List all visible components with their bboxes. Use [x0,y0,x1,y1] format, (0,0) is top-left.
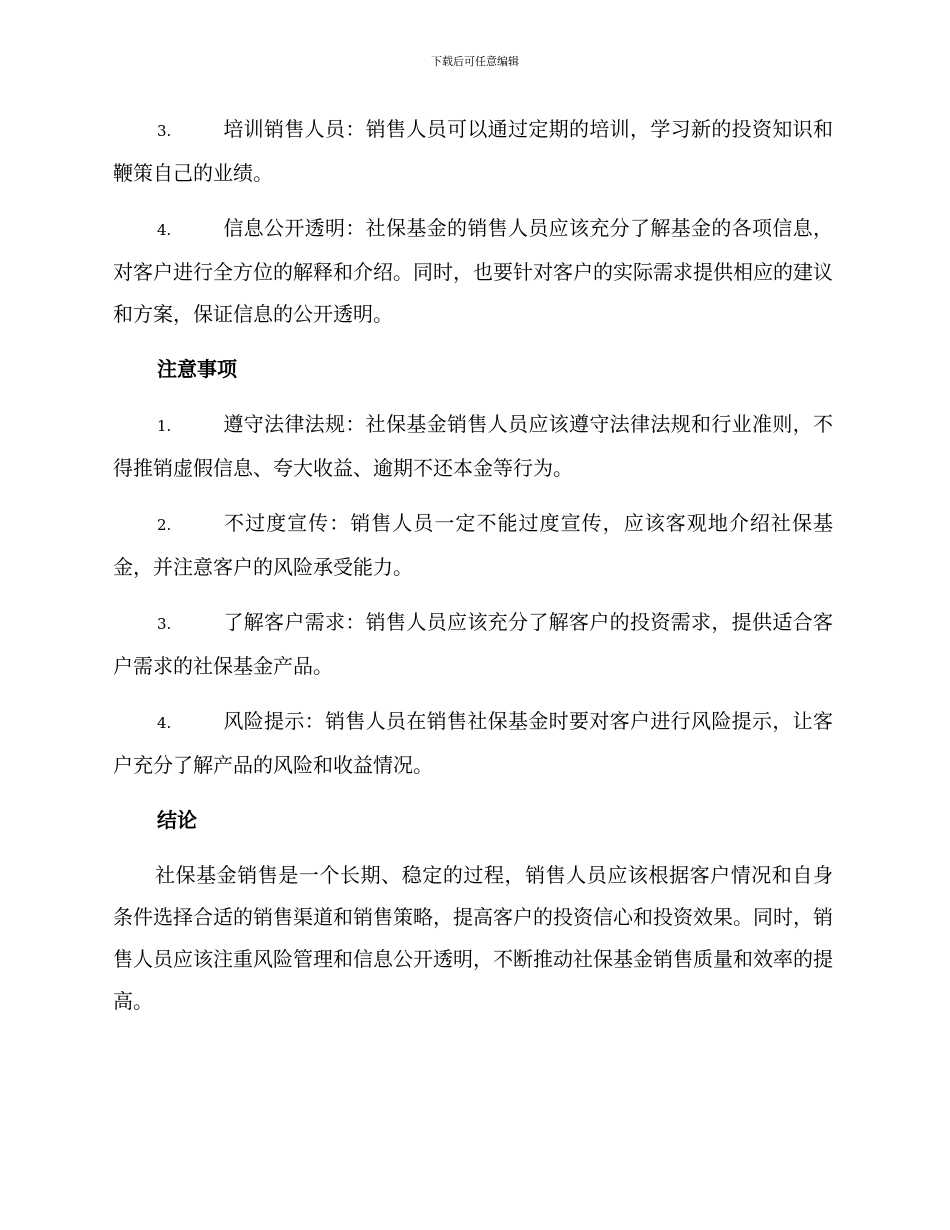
list-number: 3. [157,615,172,633]
list-item [113,403,833,489]
document-body [113,108,833,1035]
list-item [113,502,833,588]
list-text: 信息公开透明：社保基金的销售人员应该充分了解基金的各项信息，对客户进行全方位的解释和介绍。同时，也要针对客户的实际需求提供相应的建议和方案，保证信息的公开透明。 [113,216,833,326]
section-heading-notes: 注意事项 [157,357,237,381]
list-number: 2. [157,516,172,534]
section-heading-conclusion: 结论 [157,808,197,832]
list-number: 3. [157,122,172,140]
list-number: 4. [157,221,172,239]
list-item [113,601,833,687]
conclusion-paragraph: 社保基金销售是一个长期、稳定的过程，销售人员应该根据客户情况和自身条件选择合适的销售渠道和销售策略，提高客户的投资信心和投资效果。同时，销售人员应该注重风险管理和信息公开透明，不断推动社保基金销售质量和效率的提高。 [113,863,833,1013]
list-number: 4. [157,714,172,732]
list-text: 了解客户需求：销售人员应该充分了解客户的投资需求，提供适合客户需求的社保基金产品。 [113,610,833,678]
list-text: 培训销售人员：销售人员可以通过定期的培训，学习新的投资知识和鞭策自己的业绩。 [113,117,833,185]
list-item [113,700,833,786]
page-header: 下载后可任意编辑 [431,55,519,68]
list-item [113,108,833,194]
list-text: 遵守法律法规：社保基金销售人员应该遵守法律法规和行业准则，不得推销虚假信息、夸大收益、逾期不还本金等行为。 [113,412,833,480]
list-text: 不过度宣传：销售人员一定不能过度宣传，应该客观地介绍社保基金，并注意客户的风险承受能力。 [113,511,833,579]
list-item [113,207,833,335]
list-number: 1. [157,417,172,435]
list-text: 风险提示：销售人员在销售社保基金时要对客户进行风险提示，让客户充分了解产品的风险和收益情况。 [113,709,833,777]
